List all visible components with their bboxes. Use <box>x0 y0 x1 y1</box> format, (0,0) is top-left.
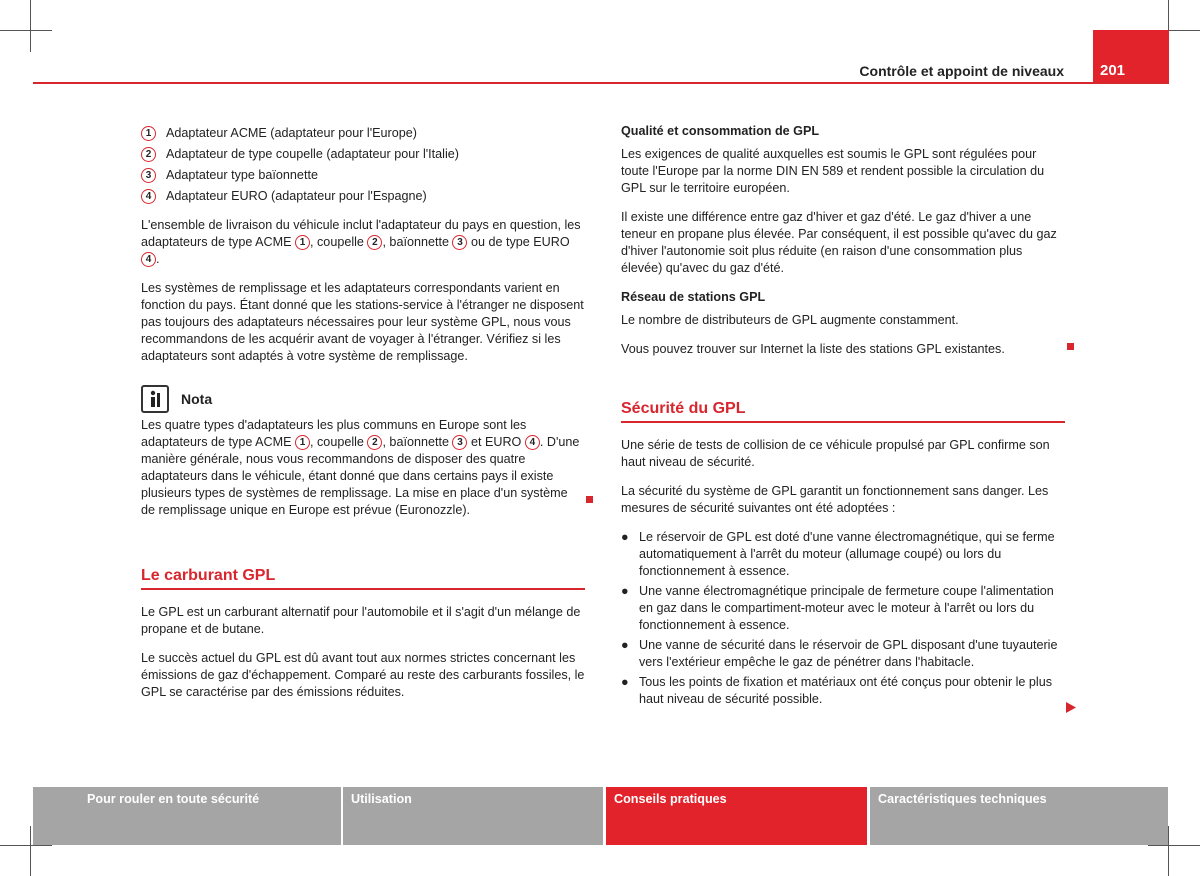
text-run: , coupelle <box>310 235 368 249</box>
gpl-success-paragraph: Le succès actuel du GPL est dû avant tout aux normes strictes concernant les émissions de gaz d'échappement. Comparé au reste des carburants fossiles, le GPL se caractérise par des émissions réduites. <box>141 651 585 699</box>
nota-header <box>141 385 585 413</box>
callout-number: 4 <box>525 435 540 450</box>
footer-tab-label: Caractéristiques techniques <box>878 792 1047 806</box>
text-run: , coupelle <box>310 435 368 449</box>
legend-text: Adaptateur de type coupelle (adaptateur pour l'Italie) <box>166 147 459 161</box>
section-title-securite: Sécurité du GPL <box>621 400 1065 423</box>
callout-number: 4 <box>141 252 156 267</box>
right-column <box>621 123 1065 711</box>
legend-item <box>141 123 585 144</box>
bullet-icon: ● <box>621 675 629 689</box>
legend-text: Adaptateur type baïonnette <box>166 168 318 182</box>
section-title-carburant: Le carburant GPL <box>141 567 585 590</box>
gpl-definition-paragraph: Le GPL est un carburant alternatif pour l'automobile et il s'agit d'un mélange de propane et de butane. <box>141 605 581 636</box>
text-run: . D'une manière générale, nous vous recommandons de disposer des quatre adaptateurs dans le véhicule, étant donné que dans certains pays il existe plusieurs types de systèmes de remplissage. La mise en place d'un système de remplissage unique en Europe est prévue (Euronozzle). <box>141 435 580 517</box>
network-paragraph-1: Le nombre de distributeurs de GPL augmente constamment. <box>621 313 959 327</box>
bullet-icon: ● <box>621 584 629 598</box>
list-item-text: Le réservoir de GPL est doté d'une vanne électromagnétique, qui se ferme automatiquement à l'arrêt du moteur (allumage coupé) ou lors du fonctionnement à essence. <box>639 530 1055 578</box>
page-number: 201 <box>1100 62 1126 79</box>
callout-number: 2 <box>141 147 156 162</box>
list-item-text: Tous les points de fixation et matériaux ont été conçus pour obtenir le plus haut niveau de sécurité possible. <box>639 675 1053 706</box>
list-item-text: Une vanne électromagnétique principale de fermeture coupe l'alimentation en gaz dans le compartiment-moteur avec le moteur à l'arrêt ou lors du fonctionnement à essence. <box>639 584 1054 632</box>
safety-paragraph-1: Une série de tests de collision de ce véhicule propulsé par GPL confirme son haut niveau de sécurité. <box>621 438 1050 469</box>
legend-item <box>141 165 585 186</box>
text-run: , baïonnette <box>382 235 453 249</box>
text-run: ou de type EURO <box>467 235 570 249</box>
network-heading: Réseau de stations GPL <box>621 290 766 304</box>
text-run: et EURO <box>467 435 525 449</box>
header-divider <box>33 82 1168 84</box>
legend-text: Adaptateur ACME (adaptateur pour l'Europe) <box>166 126 417 140</box>
text-run: Les quatre types d'adaptateurs les plus communs en Europe sont les adaptateurs de type ACME <box>141 418 527 449</box>
callout-number: 2 <box>367 435 382 450</box>
callout-number: 2 <box>367 235 382 250</box>
page-title: Contrôle et appoint de niveaux <box>859 63 1064 79</box>
quality-heading: Qualité et consommation de GPL <box>621 124 820 138</box>
legend-item <box>141 144 585 165</box>
footer-tab-conseils[interactable] <box>606 787 867 845</box>
nota-box <box>141 385 585 519</box>
footer-tab-utilisation[interactable] <box>343 787 603 845</box>
list-item <box>621 583 1065 634</box>
safety-bullet-list <box>621 529 1065 708</box>
crop-mark <box>1168 826 1169 876</box>
list-item <box>621 529 1065 580</box>
text-run: L'ensemble de livraison du véhicule inclut l'adaptateur du pays en question, les adaptateurs de type ACME <box>141 218 581 249</box>
crop-mark <box>0 30 52 31</box>
quality-paragraph-1: Les exigences de qualité auxquelles est soumis le GPL sont régulées pour toute l'Europe par la norme DIN EN 589 et rendent possible la circulation du GPL sur le territoire européen. <box>621 147 1045 195</box>
footer-tab-securite[interactable] <box>33 787 341 845</box>
list-item <box>621 637 1065 671</box>
nota-text <box>141 417 585 519</box>
legend-text: Adaptateur EURO (adaptateur pour l'Espagne) <box>166 189 427 203</box>
callout-number: 3 <box>452 435 467 450</box>
crop-mark <box>30 826 31 876</box>
bullet-icon: ● <box>621 530 629 544</box>
footer-tab-label: Pour rouler en toute sécurité <box>87 792 260 806</box>
nota-label: Nota <box>181 390 213 407</box>
callout-number: 4 <box>141 189 156 204</box>
safety-paragraph-2: La sécurité du système de GPL garantit un fonctionnement sans danger. Les mesures de sécurité suivantes ont été adoptées : <box>621 484 1049 515</box>
callout-number: 1 <box>295 235 310 250</box>
crop-mark <box>30 0 31 52</box>
filling-systems-paragraph: Les systèmes de remplissage et les adaptateurs correspondants varient en fonction du pays. Étant donné que les stations-service à l'étranger ne disposent pas toujours des adaptateurs nécessaires pour leur système GPL, nous vous recommandons de les acquérir avant de voyager à l'étranger. Vérifiez si les adaptateurs sont adaptés à votre système de remplissage. <box>141 281 584 363</box>
callout-number: 1 <box>141 126 156 141</box>
text-run: . <box>156 252 160 266</box>
network-paragraph-2: Vous pouvez trouver sur Internet la liste des stations GPL existantes. <box>621 342 1005 356</box>
left-column <box>141 123 585 713</box>
text-run: , baïonnette <box>382 435 453 449</box>
list-item <box>621 674 1065 708</box>
footer-tab-label: Utilisation <box>351 792 412 806</box>
end-of-section-marker <box>1067 343 1074 350</box>
bullet-icon: ● <box>621 638 629 652</box>
arrow-right-icon <box>1066 702 1076 713</box>
callout-number: 1 <box>295 435 310 450</box>
callout-number: 3 <box>141 168 156 183</box>
quality-paragraph-2: Il existe une différence entre gaz d'hiver et gaz d'été. Le gaz d'hiver a une teneur en propane plus élevée. Par conséquent, il est possible qu'avec du gaz d'hiver l'autonomie soit plus réduite (en raison d'une consommation plus élevée) qu'avec du gaz d'été. <box>621 210 1057 275</box>
crop-mark <box>0 845 52 846</box>
delivery-paragraph <box>141 217 585 268</box>
list-item-text: Une vanne de sécurité dans le réservoir de GPL disposant d'une tuyauterie vers l'extérieur empêche le gaz de pénétrer dans l'habitacle. <box>639 638 1058 669</box>
footer-tab-caracteristiques[interactable] <box>870 787 1168 845</box>
legend-item <box>141 186 585 207</box>
info-glyph <box>148 390 162 408</box>
end-of-section-marker <box>586 496 593 503</box>
footer-tab-label: Conseils pratiques <box>614 792 727 806</box>
crop-mark <box>1148 845 1200 846</box>
adapter-legend <box>141 123 585 207</box>
info-icon <box>141 385 169 413</box>
callout-number: 3 <box>452 235 467 250</box>
